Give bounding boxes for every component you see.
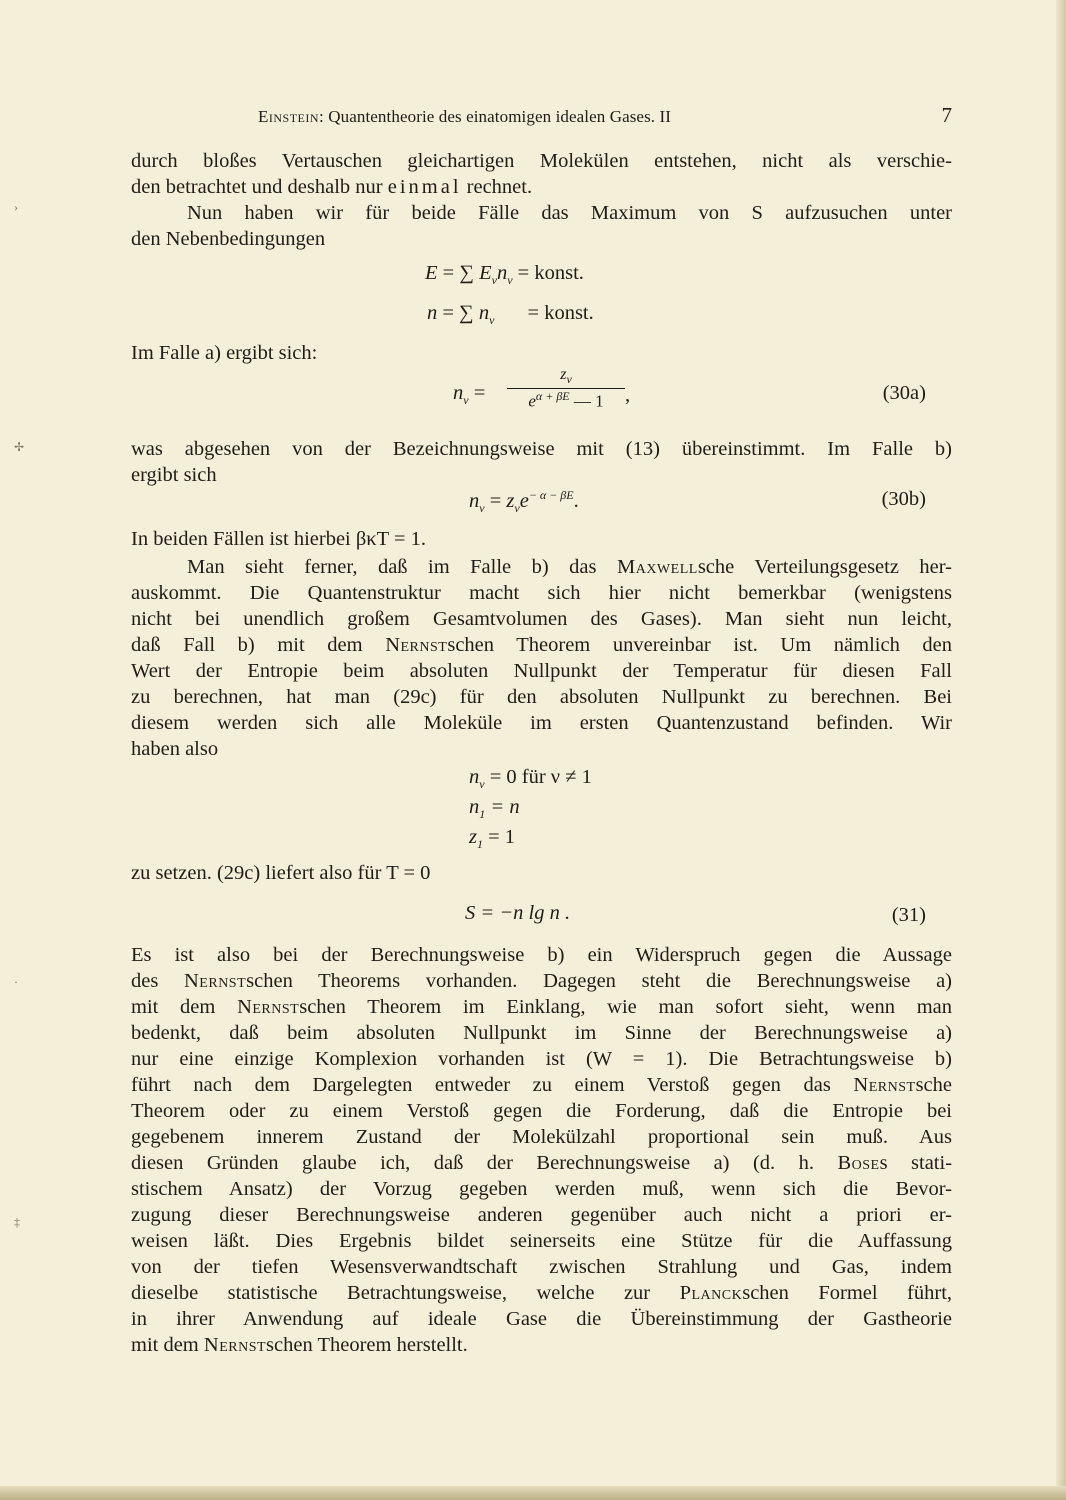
eq-symbol: e bbox=[519, 489, 529, 512]
text-span: dieselbe statistische Betrachtungsweise, welche zur bbox=[131, 1282, 651, 1304]
eq-subscript: ν bbox=[463, 393, 469, 408]
eq-symbol: z bbox=[506, 489, 515, 512]
eq-exponent: α + βE bbox=[535, 389, 570, 403]
text-span: mit dem bbox=[131, 1334, 199, 1356]
text-line: stischem Ansatz) der Vorzug gegeben werden muß, wenn sich die Bevor- bbox=[131, 1178, 952, 1200]
text-line: Wert der Entropie beim absoluten Nullpunkt der Temperatur für diesen Fall bbox=[131, 660, 952, 682]
eq-rhs: = konst. bbox=[527, 302, 594, 324]
text-span: schen Theorem im Einklang, wie man sofort sieht, wenn man bbox=[299, 996, 952, 1018]
eq-subscript: 1 bbox=[476, 837, 483, 852]
equation-number-31: (31) bbox=[891, 904, 926, 926]
eq-symbol: n bbox=[469, 489, 480, 512]
eq-operator: = bbox=[473, 382, 486, 404]
text-span: schen Theorem unvereinbar ist. Um nämlich den bbox=[447, 634, 952, 656]
eq-term: — 1 bbox=[573, 391, 604, 411]
text-line: durch bloßes Vertauschen gleichartigen Molekülen entstehen, nicht als verschie- bbox=[131, 150, 952, 172]
text-line bbox=[131, 174, 952, 200]
text-line: gegebenem innerem Zustand der Molekülzahl proportional sein muß. Aus bbox=[131, 1126, 952, 1148]
text-line: Im Falle a) ergibt sich: bbox=[131, 342, 318, 364]
text-line: von der tiefen Wesensverwandtschaft zwischen Strahlung und Gas, indem bbox=[131, 1256, 952, 1278]
eq-symbol: E bbox=[479, 262, 492, 284]
page-edge-bottom bbox=[0, 1486, 1066, 1500]
text-line: zu setzen. (29c) liefert also für T = 0 bbox=[131, 862, 431, 884]
text-span: mit dem bbox=[131, 996, 216, 1018]
header-title: Einstein: Quantentheorie des einatomigen idealen Gases. II bbox=[258, 107, 672, 126]
text-line bbox=[131, 1332, 952, 1358]
eq-symbol: n bbox=[453, 382, 464, 404]
text-line: Theorem oder zu einem Verstoß gegen die Forderung, daß die Entropie bei bbox=[131, 1100, 952, 1122]
name-small-caps: Nernst bbox=[237, 996, 300, 1018]
eq-exponent: − α − βE bbox=[528, 488, 574, 502]
text-line bbox=[131, 1072, 952, 1098]
eq-subscript: ν bbox=[489, 313, 495, 328]
text-line: zugung dieser Berechnungsweise anderen gegenüber auch nicht a priori er- bbox=[131, 1204, 952, 1226]
eq-symbol: n bbox=[478, 302, 490, 324]
text-line bbox=[131, 554, 952, 580]
text-line: in ihrer Anwendung auf ideale Gase die Übereinstimmung der Gastheorie bbox=[131, 1308, 952, 1330]
text-span: des bbox=[131, 970, 159, 992]
name-small-caps: Nernst bbox=[203, 1334, 267, 1356]
eq-rhs: = 0 für ν ≠ 1 bbox=[489, 766, 592, 788]
equation-zero-n-nu bbox=[469, 766, 592, 792]
eq-subscript: ν bbox=[491, 273, 497, 288]
text-span: schen Theorems vorhanden. Dagegen steht die Berechnungsweise a) bbox=[246, 970, 952, 992]
eq-subscript: ν bbox=[479, 500, 485, 515]
text-span: den betrachtet und deshalb nur bbox=[131, 176, 383, 198]
fraction-30a bbox=[507, 366, 625, 412]
text-span: schen Theorem herstellt. bbox=[266, 1334, 468, 1356]
eq-subscript: 1 bbox=[479, 807, 486, 822]
equation-31: S = −n lg n . bbox=[465, 902, 571, 924]
equation-number-constraint bbox=[427, 302, 594, 328]
text-span: diesen Gründen glaube ich, daß der Berechnungsweise a) (d. h. bbox=[131, 1152, 814, 1174]
text-line bbox=[131, 632, 952, 658]
eq-symbol: n bbox=[469, 796, 480, 818]
text-span: s stati- bbox=[879, 1152, 952, 1174]
text-line: In beiden Fällen ist hierbei βκT = 1. bbox=[131, 528, 426, 550]
eq-symbol: n bbox=[427, 302, 438, 324]
eq-rhs: = 1 bbox=[488, 826, 516, 848]
eq-symbol: E bbox=[425, 262, 438, 284]
eq-symbol: z bbox=[560, 366, 567, 383]
equation-energy-constraint bbox=[425, 262, 584, 288]
page-number: 7 bbox=[941, 103, 952, 127]
header-title-text: Quantentheorie des einatomigen idealen Gases. II bbox=[328, 107, 672, 126]
equation-number-30b: (30b) bbox=[881, 488, 926, 510]
eq-rhs: = konst. bbox=[517, 262, 584, 284]
text-line bbox=[131, 968, 952, 994]
eq-subscript: ν bbox=[479, 777, 485, 792]
text-span: sche Verteilungsgesetz her- bbox=[697, 556, 952, 578]
equation-zero-n-1 bbox=[469, 796, 520, 822]
eq-subscript: ν bbox=[507, 273, 513, 288]
text-line: Es ist also bei der Berechnungsweise b) ein Widerspruch gegen die Aussage bbox=[131, 944, 952, 966]
text-line: was abgesehen von der Bezeichnungsweise mit (13) übereinstimmt. Im Falle b) bbox=[131, 438, 952, 460]
name-small-caps: Nernst bbox=[385, 634, 448, 656]
margin-mark: › bbox=[14, 200, 18, 214]
text-line: diesem werden sich alle Moleküle im ersten Quantenzustand befinden. Wir bbox=[131, 712, 952, 734]
eq-rhs: = n bbox=[490, 796, 520, 818]
margin-mark: · bbox=[14, 975, 18, 989]
eq-comma: , bbox=[625, 384, 631, 406]
text-line: weisen läßt. Dies Ergebnis bildet seinerseits eine Stütze für die Auffassung bbox=[131, 1230, 952, 1252]
name-small-caps: Nernst bbox=[184, 970, 247, 992]
text-line bbox=[131, 994, 952, 1020]
eq-subscript: ν bbox=[566, 372, 572, 387]
text-span: daß Fall b) mit dem bbox=[131, 634, 363, 656]
name-small-caps: Maxwell bbox=[616, 556, 698, 578]
fraction-denominator bbox=[507, 389, 625, 412]
eq-symbol: n bbox=[496, 262, 508, 284]
name-small-caps: Bose bbox=[837, 1152, 880, 1174]
text-line: nur eine einzige Komplexion vorhanden ist (W = 1). Die Betrachtungsweise b) bbox=[131, 1048, 952, 1070]
name-small-caps: Nernst bbox=[853, 1074, 916, 1096]
spaced-emphasis: einmal bbox=[387, 176, 462, 198]
eq-operator: = ∑ bbox=[442, 262, 474, 284]
text-line: Nun haben wir für beide Fälle das Maximum von S aufzusuchen unter bbox=[187, 202, 952, 224]
equation-30a-lhs bbox=[453, 382, 485, 408]
text-line: zu berechnen, hat man (29c) für den absoluten Nullpunkt zu berechnen. Bei bbox=[131, 686, 952, 708]
text-line: haben also bbox=[131, 738, 219, 760]
text-line: auskommt. Die Quantenstruktur macht sich hier nicht bemerkbar (wenigstens bbox=[131, 582, 952, 604]
text-span: Man sieht ferner, daß im Falle b) das bbox=[187, 556, 597, 578]
eq-symbol: n bbox=[469, 766, 480, 788]
eq-symbol: z bbox=[469, 826, 477, 848]
margin-mark: ‡ bbox=[14, 1215, 20, 1229]
text-line: nicht bei unendlich großem Gesamtvolumen des Gases). Man sieht nun leicht, bbox=[131, 608, 952, 630]
eq-symbol: e bbox=[528, 391, 536, 411]
eq-period: . bbox=[573, 489, 579, 512]
equation-zero-z-1 bbox=[469, 826, 515, 852]
text-line: bedenkt, daß beim absoluten Nullpunkt im Sinne der Berechnungsweise a) bbox=[131, 1022, 952, 1044]
header-author: Einstein bbox=[258, 107, 320, 126]
eq-operator: = ∑ bbox=[442, 302, 474, 324]
equation-30b bbox=[469, 488, 579, 516]
text-span: sche bbox=[915, 1074, 952, 1096]
margin-mark: ✢ bbox=[14, 440, 25, 454]
equation-number-30a: (30a) bbox=[882, 382, 926, 404]
fraction-numerator bbox=[507, 366, 625, 386]
text-line bbox=[131, 1150, 952, 1176]
text-span: schen Formel führt, bbox=[742, 1282, 952, 1304]
running-header bbox=[131, 103, 952, 133]
text-line bbox=[131, 1280, 952, 1306]
eq-operator: = bbox=[489, 489, 502, 512]
text-line: ergibt sich bbox=[131, 464, 217, 486]
text-span: rechnet. bbox=[466, 176, 533, 198]
eq-subscript: ν bbox=[514, 500, 520, 515]
text-line: den Nebenbedingungen bbox=[131, 228, 326, 250]
name-small-caps: Planck bbox=[679, 1282, 743, 1304]
text-span: führt nach dem Dargelegten entweder zu einem Verstoß gegen das bbox=[131, 1074, 831, 1096]
page-edge-right bbox=[1056, 0, 1066, 1500]
